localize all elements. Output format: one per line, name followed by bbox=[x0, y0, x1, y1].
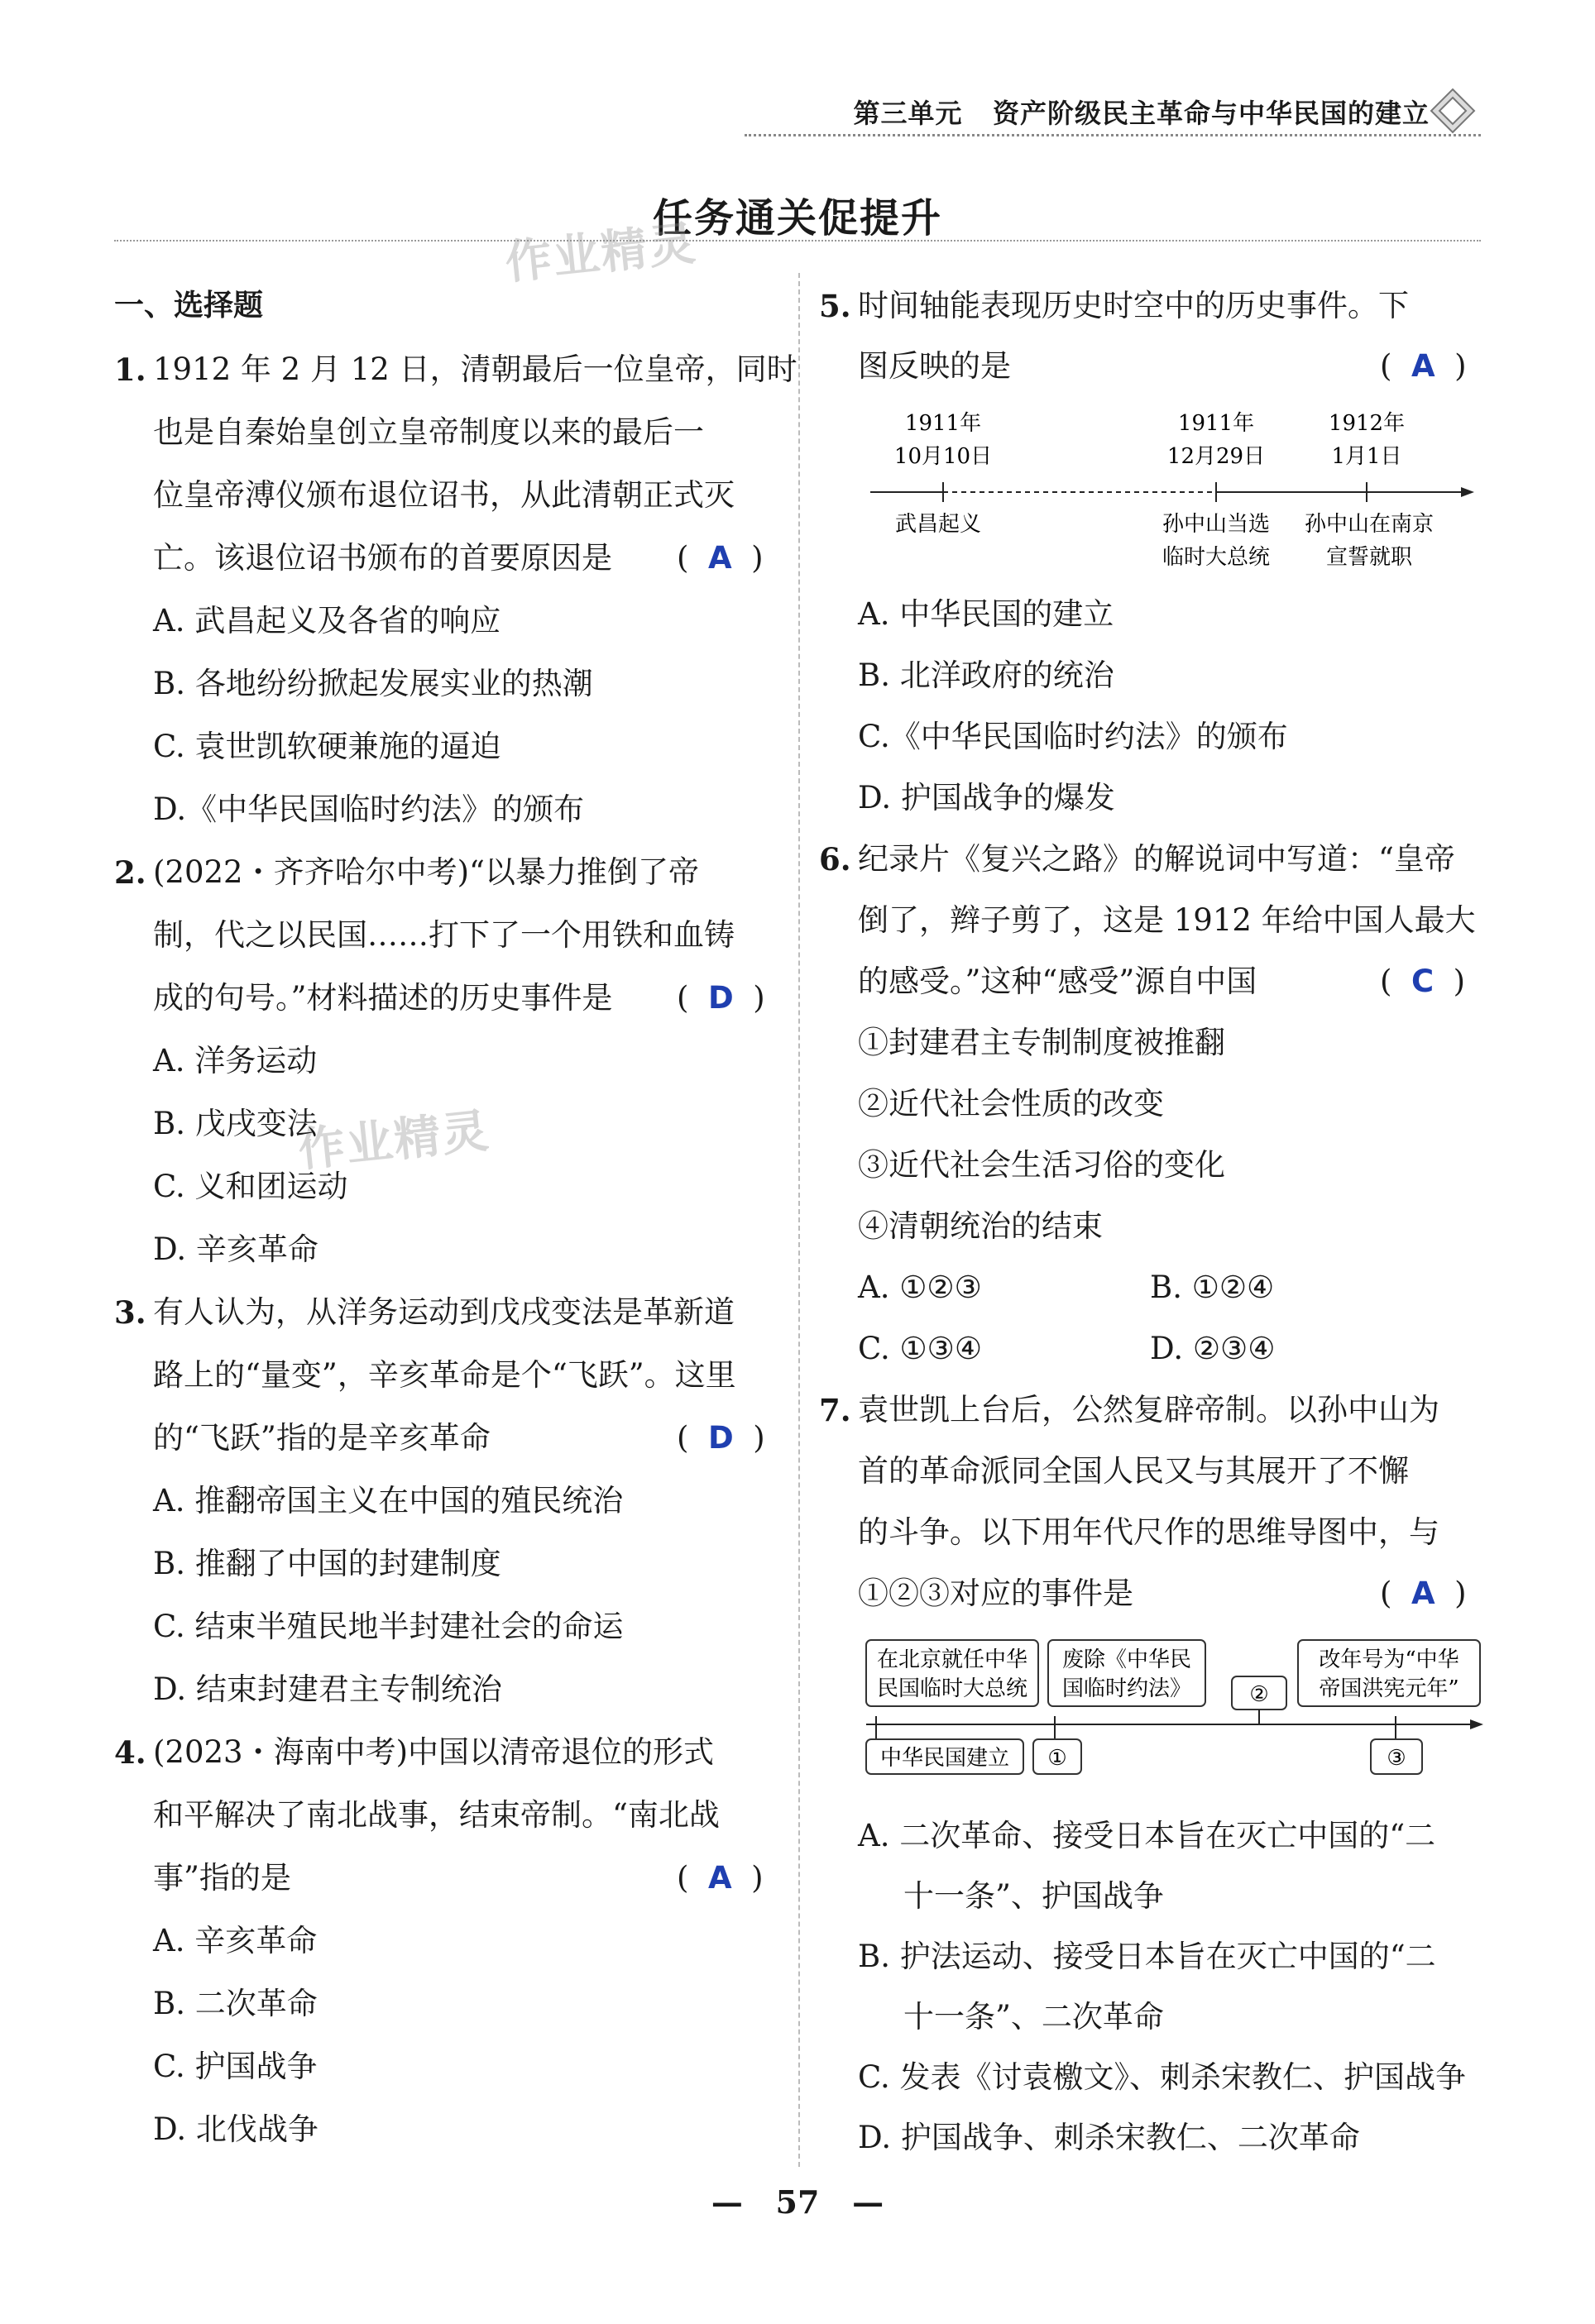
section-heading: 一、选择题 bbox=[114, 289, 264, 323]
question-number: 2. bbox=[114, 854, 146, 891]
option-c: C. 袁世凯软硬兼施的逼迫 bbox=[153, 729, 501, 764]
question-text: 和平解决了南北战事，结束帝制。“南北战 bbox=[153, 1797, 720, 1833]
arrowhead-icon bbox=[1470, 1719, 1483, 1729]
date-day-2: 12月29日 bbox=[1166, 444, 1266, 469]
option-d: D. 护国战争、刺杀宋教仁、二次革命 bbox=[858, 2120, 1360, 2155]
event-box-text: 帝国洪宪元年” bbox=[1319, 1676, 1459, 1701]
event-box-text: ① bbox=[1047, 1746, 1067, 1771]
question-text: (2023・海南中考)中国以清帝退位的形式 bbox=[153, 1734, 715, 1770]
date-year-3: 1912年 bbox=[1328, 411, 1406, 436]
option-a-continued: 十一条”、护国战争 bbox=[903, 1878, 1164, 1914]
timeline-diagram bbox=[852, 405, 1481, 579]
date-year-1: 1911年 bbox=[904, 411, 982, 436]
column-divider bbox=[798, 273, 800, 2167]
answer-letter: A bbox=[707, 540, 732, 576]
statement-1: ①封建君主专制制度被推翻 bbox=[858, 1025, 1225, 1060]
question-text: 路上的“量变”，辛亥革命是个“飞跃”。这里 bbox=[153, 1357, 736, 1393]
option-b: B. 戊戌变法 bbox=[153, 1106, 318, 1141]
page-title: 任务通关促提升 bbox=[652, 195, 942, 241]
arrowhead-icon bbox=[1461, 487, 1474, 497]
question-text: 也是自秦始皇创立皇帝制度以来的最后一 bbox=[153, 414, 704, 450]
unit-title: 资产阶级民主革命与中华民国的建立 bbox=[992, 98, 1430, 129]
event-box-text: 民国临时大总统 bbox=[876, 1676, 1028, 1701]
option-d: D. 结束封建君主专制统治 bbox=[153, 1671, 502, 1707]
question-number: 1. bbox=[114, 351, 146, 388]
answer-letter: D bbox=[707, 980, 734, 1016]
header-divider bbox=[745, 134, 1481, 136]
option-b: B. 护法运动、接受日本旨在灭亡中国的“二 bbox=[858, 1939, 1436, 1974]
option-a: A. 辛亥革命 bbox=[153, 1923, 318, 1958]
option-c: C. 发表《讨袁檄文》、刺杀宋教仁、护国战争 bbox=[858, 2059, 1467, 2095]
question-text: 制，代之以民国……打下了一个用铁和血铸 bbox=[153, 917, 735, 953]
date-day-1: 10月10日 bbox=[893, 444, 993, 469]
event-label-3b: 宣誓就职 bbox=[1325, 545, 1413, 570]
event-label-2b: 临时大总统 bbox=[1162, 545, 1271, 570]
event-box-text: 在北京就任中华 bbox=[876, 1647, 1028, 1672]
answer-letter: A bbox=[707, 1860, 732, 1896]
answer-bracket: ( C ) bbox=[1380, 964, 1466, 999]
option-d: D. ②③④ bbox=[1150, 1331, 1276, 1366]
answer-letter: D bbox=[707, 1420, 734, 1456]
answer-bracket: ( A ) bbox=[677, 540, 764, 576]
option-b: B. 北洋政府的统治 bbox=[858, 658, 1114, 693]
question-text: 的感受。”这种“感受”源自中国 bbox=[858, 964, 1257, 999]
unit-label: 第三单元 bbox=[853, 98, 963, 129]
question-number: 6. bbox=[819, 841, 851, 877]
question-text: 的“飞跃”指的是辛亥革命 bbox=[153, 1420, 491, 1456]
option-d: D.《中华民国临时约法》的颁布 bbox=[153, 791, 585, 827]
question-text: 位皇帝溥仪颁布退位诏书，从此清朝正式灭 bbox=[153, 477, 735, 513]
question-number: 4. bbox=[114, 1734, 146, 1771]
date-day-3: 1月1日 bbox=[1331, 444, 1402, 469]
time-ruler-mind-map bbox=[856, 1633, 1485, 1791]
option-b: B. 各地纷纷掀起发展实业的热潮 bbox=[153, 666, 593, 701]
option-c: C. 义和团运动 bbox=[153, 1169, 348, 1204]
watermark-top: 作业精灵 bbox=[502, 217, 700, 290]
option-b: B. ①②④ bbox=[1150, 1270, 1275, 1305]
question-number: 5. bbox=[819, 288, 851, 324]
question-text: 图反映的是 bbox=[858, 348, 1011, 384]
statement-3: ③近代社会生活习俗的变化 bbox=[858, 1147, 1225, 1183]
question-text: ①②③对应的事件是 bbox=[858, 1576, 1133, 1611]
option-a: A. ①②③ bbox=[858, 1270, 982, 1305]
option-a: A. 洋务运动 bbox=[153, 1043, 318, 1078]
option-b: B. 推翻了中国的封建制度 bbox=[153, 1546, 501, 1581]
answer-bracket: ( A ) bbox=[677, 1860, 764, 1896]
option-d: D. 辛亥革命 bbox=[153, 1231, 319, 1267]
watermark-middle: 作业精灵 bbox=[295, 1104, 493, 1178]
answer-bracket: ( A ) bbox=[1380, 348, 1467, 384]
event-label-2a: 孙中山当选 bbox=[1162, 512, 1271, 537]
option-c: C.《中华民国临时约法》的颁布 bbox=[858, 719, 1288, 754]
question-text: 有人认为，从洋务运动到戊戌变法是革新道 bbox=[153, 1294, 735, 1330]
option-b-continued: 十一条”、二次革命 bbox=[903, 1999, 1164, 2035]
question-number: 7. bbox=[819, 1392, 851, 1428]
answer-bracket: ( D ) bbox=[677, 1420, 765, 1456]
question-text: 1912 年 2 月 12 日，清朝最后一位皇帝，同时 bbox=[153, 351, 798, 387]
question-text: 的斗争。以下用年代尺作的思维导图中，与 bbox=[858, 1514, 1439, 1550]
running-header bbox=[854, 93, 1430, 131]
answer-letter: A bbox=[1411, 348, 1435, 384]
question-text: 成的句号。”材料描述的历史事件是 bbox=[153, 980, 613, 1016]
answer-letter: C bbox=[1411, 964, 1435, 999]
event-label-3a: 孙中山在南京 bbox=[1304, 512, 1435, 537]
option-a: A. 二次革命、接受日本旨在灭亡中国的“二 bbox=[858, 1818, 1436, 1853]
diamond-ornament-icon bbox=[1430, 86, 1479, 136]
answer-letter: A bbox=[1411, 1576, 1435, 1611]
question-text: (2022・齐齐哈尔中考)“以暴力推倒了帝 bbox=[153, 854, 699, 890]
question-text: 亡。该退位诏书颁布的首要原因是 bbox=[153, 540, 612, 576]
option-a: A. 中华民国的建立 bbox=[858, 596, 1114, 632]
option-d: D. 护国战争的爆发 bbox=[858, 780, 1115, 815]
question-text: 袁世凯上台后，公然复辟帝制。以孙中山为 bbox=[858, 1392, 1439, 1427]
statement-4: ④清朝统治的结束 bbox=[858, 1208, 1103, 1244]
option-a: A. 武昌起义及各省的响应 bbox=[153, 603, 501, 638]
event-box-text: 改年号为“中华 bbox=[1319, 1647, 1459, 1672]
option-c: C. ①③④ bbox=[858, 1331, 983, 1366]
page-number-value: 57 bbox=[775, 2183, 820, 2221]
title-divider bbox=[114, 240, 1481, 241]
event-label-1: 武昌起义 bbox=[894, 512, 982, 537]
question-text: 时间轴能表现历史时空中的历史事件。下 bbox=[858, 288, 1409, 323]
question-number: 3. bbox=[114, 1294, 146, 1331]
answer-bracket: ( A ) bbox=[1380, 1576, 1467, 1611]
question-text: 倒了，辫子剪了，这是 1912 年给中国人最大 bbox=[858, 902, 1476, 938]
statement-2: ②近代社会性质的改变 bbox=[858, 1086, 1164, 1121]
option-d: D. 北伐战争 bbox=[153, 2111, 319, 2147]
event-box-text: ③ bbox=[1387, 1746, 1406, 1771]
question-text: 事”指的是 bbox=[153, 1860, 291, 1896]
event-box-text: ② bbox=[1249, 1682, 1269, 1707]
event-box-text: 国临时约法》 bbox=[1061, 1676, 1192, 1701]
page-number: — 57 — bbox=[711, 2183, 884, 2221]
option-c: C. 护国战争 bbox=[153, 2049, 318, 2084]
date-year-2: 1911年 bbox=[1177, 411, 1255, 436]
question-text: 纪录片《复兴之路》的解说词中写道：“皇帝 bbox=[858, 841, 1455, 877]
option-c: C. 结束半殖民地半封建社会的命运 bbox=[153, 1609, 624, 1644]
event-box-text: 废除《中华民 bbox=[1061, 1647, 1192, 1672]
option-b: B. 二次革命 bbox=[153, 1986, 318, 2021]
option-a: A. 推翻帝国主义在中国的殖民统治 bbox=[153, 1483, 624, 1518]
question-text: 首的革命派同全国人民又与其展开了不懈 bbox=[858, 1453, 1409, 1489]
event-box-text: 中华民国建立 bbox=[879, 1746, 1010, 1771]
answer-bracket: ( D ) bbox=[677, 980, 765, 1016]
